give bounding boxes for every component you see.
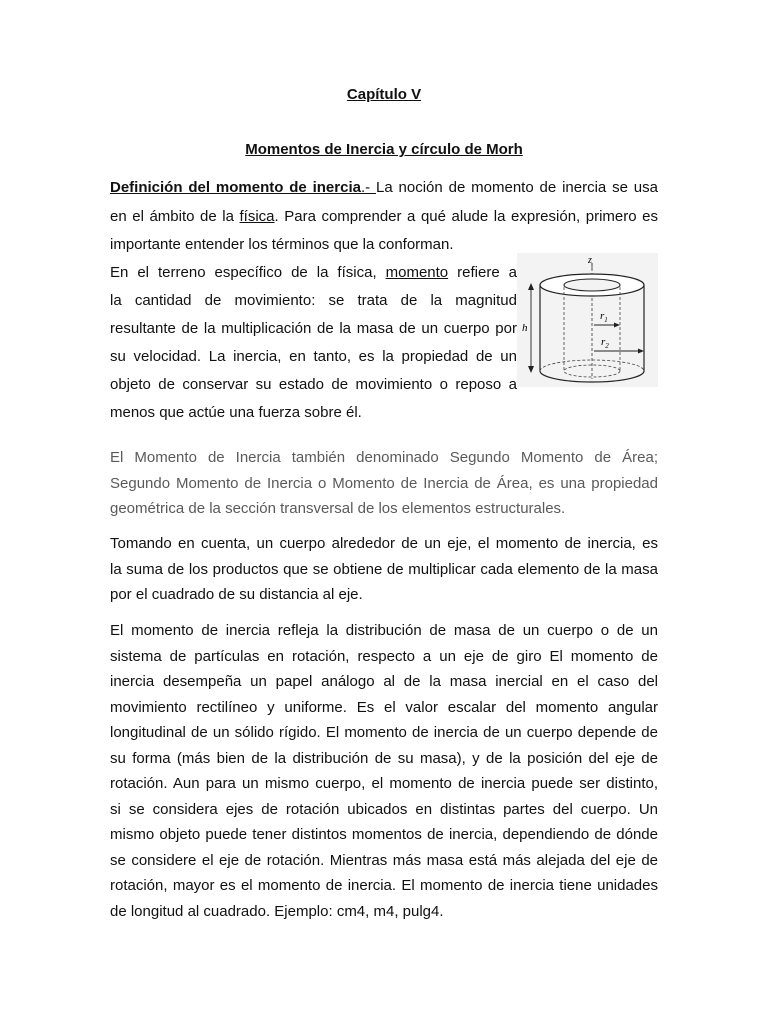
section-title-text: Momentos de Inercia y círculo de Morh	[245, 141, 523, 158]
definition-paragraph	[110, 175, 658, 258]
paragraph-3	[110, 618, 658, 924]
text-line: de longitud al cuadrado. Ejemplo: cm4, m4, pulg4.	[110, 902, 444, 920]
text-line: se considere el eje de rotación. Mientras más masa está más alejada del eje de	[110, 851, 658, 869]
wrapped-paragraph	[110, 259, 517, 427]
label-r1: $r_1$	[600, 310, 608, 324]
inner-top-ellipse	[564, 279, 620, 291]
text-segment: La noción de momento de inercia se usa	[376, 179, 658, 196]
text-line: sistema de partículas en rotación, respecto a un eje de giro El momento de	[110, 647, 658, 665]
text-line: objeto de conservar su estado de movimiento o reposo a	[110, 376, 517, 393]
text-line: geométrica de la sección transversal de los elementos estructurales.	[110, 500, 566, 517]
text-line: su forma (más bien de la distribución de su masa), y de la posición del eje de	[110, 749, 658, 767]
fisica-link[interactable]: física	[239, 207, 275, 225]
label-h: h	[522, 322, 528, 334]
text-line: por el cuadrado de su distancia al eje.	[110, 586, 363, 603]
text-line: mismo objeto puede tener distintos momentos de inercia, dependiendo de dónde	[110, 826, 658, 843]
text-line	[110, 204, 658, 230]
text-line	[110, 259, 517, 287]
outer-bottom-front	[540, 371, 644, 382]
text-line: rotación. Aun para un mismo cuerpo, el momento de inercia puede ser distinto,	[110, 775, 658, 792]
text-line: la suma de los productos que se obtiene de multiplicar cada elemento de la masa	[110, 560, 658, 578]
text-line: resultante de la multiplicación de la masa de un cuerpo por	[110, 320, 517, 337]
text-line: su velocidad. La inercia, en tanto, es la propiedad de un	[110, 348, 517, 365]
text-line: Segundo Momento de Inercia o Momento de Inercia de Área, es una propiedad	[110, 474, 658, 492]
text-line: inercia desempeña un papel análogo al de la masa inercial en el caso del	[110, 673, 658, 690]
text-line: Tomando en cuenta, un cuerpo alrededor de un eje, el momento de inercia, es	[110, 535, 658, 552]
text-line: la cantidad de movimiento: se trata de la magnitud	[110, 292, 517, 309]
text-segment: refiere a	[448, 264, 517, 281]
r2-arrow-head	[638, 349, 644, 354]
r1-arrow-head	[614, 323, 620, 328]
text-line: El Momento de Inercia también denominado Segundo Momento de Área;	[110, 449, 658, 466]
text-line: movimiento rectilíneo y uniforme. Es el valor escalar del momento angular	[110, 698, 658, 716]
text-line: El momento de inercia refleja la distribución de masa de un cuerpo o de un	[110, 622, 658, 639]
chapter-heading-text: Capítulo V	[346, 86, 422, 103]
paragraph-2	[110, 531, 658, 608]
text-segment: en el ámbito de la	[110, 207, 240, 225]
text-line: si se considera ejes de rotación ubicados en distintas partes del cuerpo. Un	[110, 800, 658, 818]
height-arrow-top	[528, 283, 534, 290]
text-line: menos que actúe una fuerza sobre él.	[110, 404, 362, 421]
hollow-cylinder-figure	[517, 253, 658, 387]
gray-paragraph	[110, 445, 658, 522]
text-line	[110, 175, 658, 201]
definition-term: Definición del momento de inercia	[110, 179, 361, 196]
text-segment: . Para comprender a qué alude la expresión, primero es	[274, 207, 658, 225]
text-segment: En el terreno específico de la física,	[110, 264, 386, 281]
definition-separator: .-	[360, 179, 376, 196]
text-line: importante entender los términos que la conforman.	[110, 236, 454, 253]
section-title	[110, 141, 658, 158]
cylinder-diagram	[517, 253, 658, 387]
text-line: longitudinal de un sólido rígido. El momento de inercia de un cuerpo depende de	[110, 724, 658, 741]
chapter-heading	[110, 86, 658, 103]
momento-link[interactable]: momento	[385, 264, 449, 281]
height-arrow-bottom	[528, 366, 534, 373]
label-r2: $r_2$	[601, 336, 609, 350]
text-line: rotación, mayor es el momento de inercia. El momento de inercia tiene unidades	[110, 877, 658, 894]
label-z: z	[588, 255, 592, 266]
